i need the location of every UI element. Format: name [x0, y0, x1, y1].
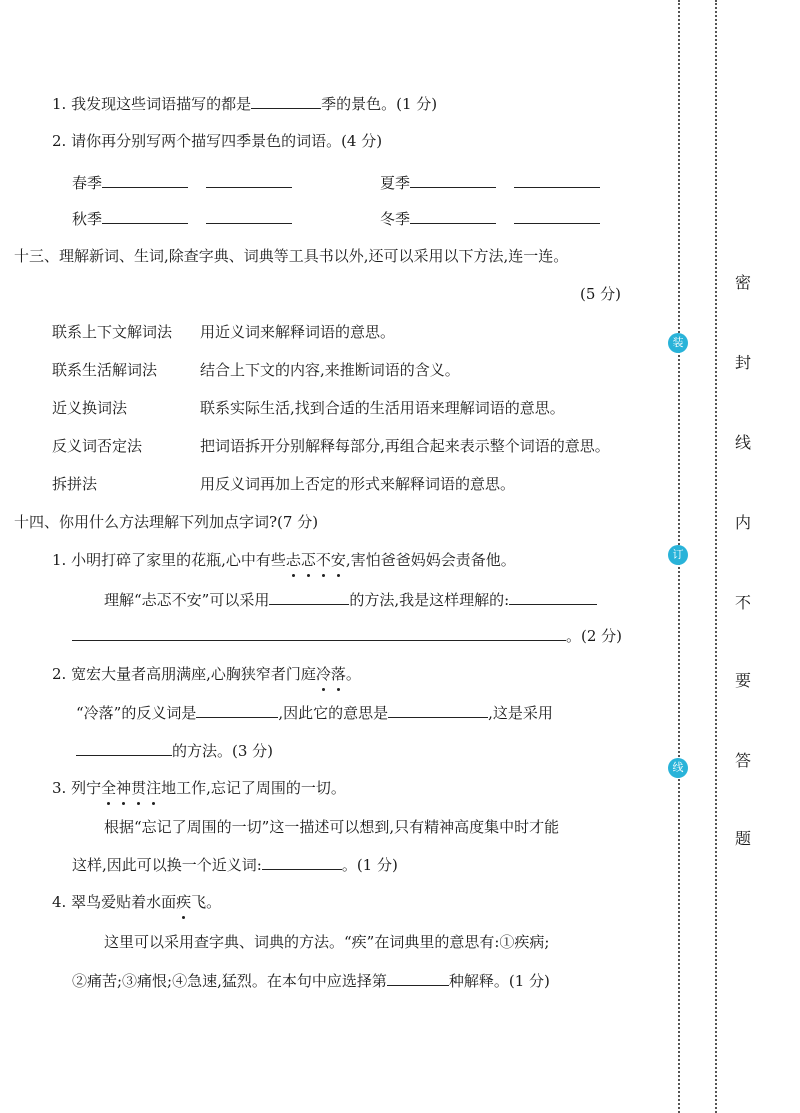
q12-1 — [52, 92, 437, 115]
q14-2 — [52, 663, 361, 685]
q14-2-text-a: “冷落”的反义词是 — [76, 704, 197, 722]
q14-1-meaning-blank[interactable] — [509, 588, 597, 605]
binding-margin — [670, 0, 800, 1113]
q14-1-meaning-blank-2[interactable] — [72, 624, 566, 641]
dotted-char: 忑 — [300, 551, 316, 569]
explanation-3[interactable]: 联系实际生活,找到合适的生活用语来理解词语的意思。 — [200, 399, 565, 417]
q14-2-score: 的方法。(3 分) — [172, 742, 274, 760]
season-row-2b — [380, 207, 600, 230]
section14-title: 十四、你用什么方法理解下列加点字词?(7 分) — [14, 513, 319, 531]
q14-4-pre: 4. 翠鸟爱贴着水面 — [52, 893, 177, 911]
summer-blank-1[interactable] — [410, 171, 496, 188]
q14-2-post: 。 — [345, 665, 361, 683]
autumn-label: 秋季 — [72, 210, 103, 228]
q14-1-score: 。(2 分) — [566, 627, 623, 645]
dotted-char: 忐 — [285, 551, 301, 569]
binding-badge: 线 — [668, 758, 688, 778]
q14-4-line3 — [72, 969, 550, 992]
spring-blank-2[interactable] — [206, 171, 292, 188]
method-1[interactable]: 联系上下文解词法 — [52, 323, 173, 341]
q14-4-choice-blank[interactable] — [387, 969, 449, 986]
q14-2-line2 — [76, 701, 553, 724]
seal-char: 不 — [734, 593, 751, 612]
explanation-1[interactable]: 用近义词来解释词语的意思。 — [200, 323, 396, 341]
dotted-char: 神 — [116, 779, 132, 797]
q12-2: 2. 请你再分别写两个描写四季景色的词语。(4 分) — [52, 132, 383, 150]
dotted-char: 落 — [330, 665, 346, 683]
spring-blank-1[interactable] — [102, 171, 188, 188]
method-2[interactable]: 联系生活解词法 — [52, 361, 158, 379]
q14-4-line2: 这里可以采用查字典、词典的方法。“疾”在词典里的意思有:①疾病; — [104, 933, 550, 951]
seal-char: 内 — [734, 513, 751, 532]
winter-label: 冬季 — [380, 210, 411, 228]
q14-3-line3 — [72, 853, 398, 876]
dotted-char: 注 — [146, 779, 162, 797]
q14-3-line3-text: 这样,因此可以换一个近义词: — [72, 856, 262, 874]
q14-2-method-blank[interactable] — [76, 739, 172, 756]
q12-1-text-after: 季的景色。(1 分) — [321, 95, 438, 113]
autumn-blank-1[interactable] — [102, 207, 188, 224]
q14-1-pre: 1. 小明打碎了家里的花瓶,心中有些 — [52, 551, 286, 569]
explanation-5[interactable]: 用反义词再加上否定的形式来解释词语的意思。 — [200, 475, 516, 493]
q14-2-line3 — [76, 739, 273, 762]
q14-1-post: ,害怕爸爸妈妈会责备他。 — [345, 551, 516, 569]
q14-2-text-b: ,因此它的意思是 — [278, 704, 389, 722]
q14-1-method-blank[interactable] — [269, 588, 349, 605]
binding-line-outer — [715, 0, 717, 1113]
explanation-2[interactable]: 结合上下文的内容,来推断词语的含义。 — [200, 361, 460, 379]
summer-blank-2[interactable] — [514, 171, 600, 188]
q14-3-pre: 3. 列宁 — [52, 779, 102, 797]
section13-score: (5 分) — [580, 285, 622, 303]
method-4[interactable]: 反义词否定法 — [52, 437, 143, 455]
dotted-char: 不 — [315, 551, 331, 569]
q14-3-post: 地工作,忘记了周围的一切。 — [161, 779, 346, 797]
q14-3-score: 。(1 分) — [341, 856, 398, 874]
q14-3 — [52, 777, 346, 799]
dotted-char: 疾 — [176, 893, 192, 911]
season-row-2 — [72, 207, 292, 230]
winter-blank-2[interactable] — [514, 207, 600, 224]
section13-title: 十三、理解新词、生词,除查字典、词典等工具书以外,还可以采用以下方法,连一连。 — [14, 247, 569, 265]
q14-4-line3-text: ②痛苦;③痛恨;④急速,猛烈。在本句中应选择第 — [72, 972, 387, 990]
q14-1 — [52, 549, 516, 571]
q14-4-post: 飞。 — [191, 893, 222, 911]
method-3[interactable]: 近义换词法 — [52, 399, 128, 417]
seal-char: 题 — [734, 829, 751, 848]
season-row-1 — [72, 171, 292, 194]
season-row-1b — [380, 171, 600, 194]
binding-badge: 装 — [668, 333, 688, 353]
q14-3-line2: 根据“忘记了周围的一切”这一描述可以想到,只有精神高度集中时才能 — [104, 818, 560, 836]
dotted-char: 贯 — [131, 779, 147, 797]
q14-4 — [52, 891, 221, 913]
q14-1-line2 — [104, 588, 597, 611]
q12-1-text: 1. 我发现这些词语描写的都是 — [52, 95, 252, 113]
autumn-blank-2[interactable] — [206, 207, 292, 224]
q14-2-pre: 2. 宽宏大量者高朋满座,心胸狭窄者门庭 — [52, 665, 316, 683]
seal-char: 答 — [734, 751, 751, 770]
q14-1-line3 — [72, 624, 622, 647]
q14-1-line2-text-after: 的方法,我是这样理解的: — [349, 591, 510, 609]
seal-char: 线 — [734, 433, 751, 452]
q14-2-text-c: ,这是采用 — [488, 704, 553, 722]
dotted-char: 冷 — [315, 665, 331, 683]
seal-char: 密 — [734, 273, 751, 292]
binding-badge: 订 — [668, 545, 688, 565]
seal-char: 要 — [734, 671, 751, 690]
winter-blank-1[interactable] — [410, 207, 496, 224]
q14-2-antonym-blank[interactable] — [196, 701, 278, 718]
dotted-char: 安 — [330, 551, 346, 569]
explanation-4[interactable]: 把词语拆开分别解释每部分,再组合起来表示整个词语的意思。 — [200, 437, 610, 455]
q14-3-synonym-blank[interactable] — [262, 853, 342, 870]
method-5[interactable]: 拆拼法 — [52, 475, 98, 493]
q14-4-score: 种解释。(1 分) — [448, 972, 550, 990]
q14-2-meaning-blank[interactable] — [388, 701, 488, 718]
q12-1-blank[interactable] — [251, 92, 321, 109]
q14-1-line2-text: 理解“忐忑不安”可以采用 — [104, 591, 270, 609]
dotted-char: 全 — [101, 779, 117, 797]
spring-label: 春季 — [72, 174, 103, 192]
seal-char: 封 — [734, 353, 751, 372]
summer-label: 夏季 — [380, 174, 411, 192]
